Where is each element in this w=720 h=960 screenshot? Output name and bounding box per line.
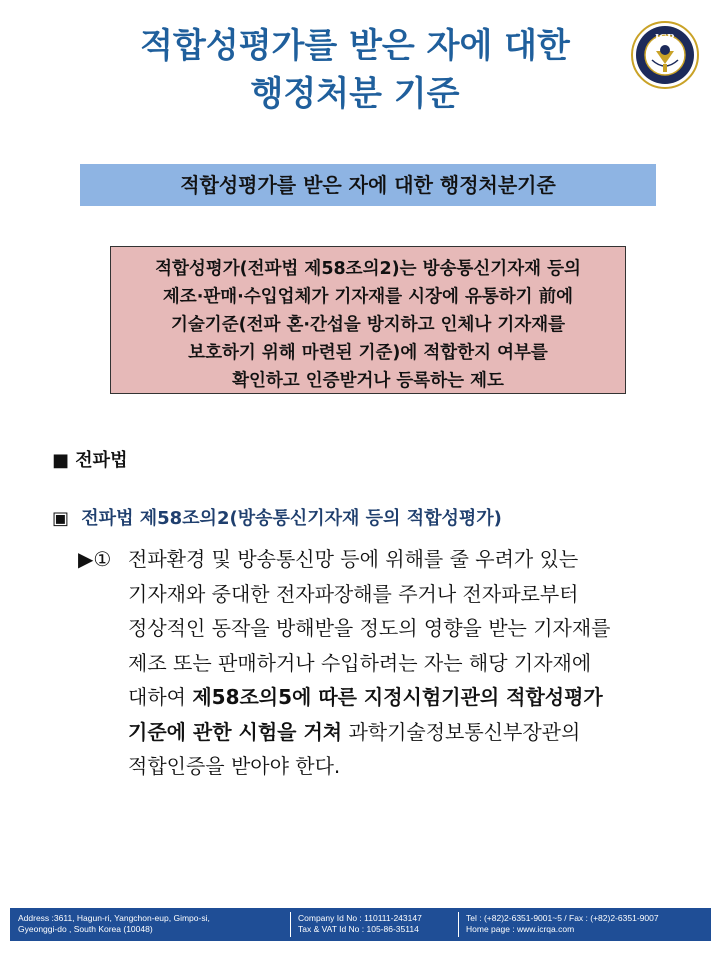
definition-line: 확인하고 인증받거나 등록하는 제도 [232, 371, 504, 391]
logo-text: ICR [654, 32, 676, 44]
footer-tel-fax: Tel : (+82)2-6351-9001~5 / Fax : (+82)2-6351-9007 [466, 913, 659, 923]
definition-line: 보호하기 위해 마련된 기준)에 적합한지 여부를 [188, 343, 548, 363]
article-title [52, 506, 502, 532]
icr-logo [630, 20, 700, 90]
law-heading [52, 448, 127, 474]
footer-company-ids [298, 913, 422, 935]
footer [10, 908, 711, 941]
page-title-line2: 행정처분 기준 [250, 74, 460, 114]
boxed-square-bullet-icon: ▣ [52, 508, 70, 529]
clause-marker: ▶① [78, 547, 112, 571]
footer-tax-id: Tax & VAT Id No : 105-86-35114 [298, 924, 419, 934]
clause-line: 제조 또는 판매하거나 수입하려는 자는 해당 기자재에 [128, 650, 592, 675]
clause-line: 적합인증을 받아야 한다. [128, 754, 341, 778]
footer-contact [466, 913, 659, 935]
footer-address-line1: Address :3611, Hagun-ri, Yangchon-eup, Gimpo-si, [18, 913, 210, 923]
footer-divider [458, 912, 459, 937]
section-banner: 적합성평가를 받은 자에 대한 행정처분기준 [80, 164, 656, 206]
clause-body [128, 542, 688, 784]
clause-line: 정상적인 동작을 방해받을 정도의 영향을 받는 기자재를 [128, 616, 611, 640]
definition-line: 제조·판매·수입업체가 기자재를 시장에 유통하기 前에 [162, 287, 574, 307]
clause-emphasis: 제58조의5에 따른 지정시험기관의 적합성평가 [192, 685, 603, 709]
page-title-line1: 적합성평가를 받은 자에 대한 [140, 26, 570, 66]
footer-divider [290, 912, 291, 937]
clause-text: 대하여 [128, 685, 193, 709]
law-heading-text: 전파법 [75, 450, 128, 471]
clause-emphasis: 기준에 관한 시험을 거쳐 [128, 719, 343, 744]
clause-line [128, 715, 688, 750]
article-title-text: 전파법 제58조의2(방송통신기자재 등의 적합성평가) [81, 508, 502, 529]
square-bullet-icon: ■ [52, 450, 70, 471]
footer-address-line2: Gyeonggi-do , South Korea (10048) [18, 924, 153, 934]
clause-line: 기자재와 중대한 전자파장해를 주거나 전자파로부터 [128, 581, 579, 606]
footer-company-id: Company Id No : 110111-243147 [298, 913, 422, 923]
clause-text: 과학기술정보통신부장관의 [342, 719, 581, 744]
clause-line [128, 680, 688, 715]
footer-homepage: Home page : www.icrqa.com [466, 924, 575, 934]
definition-line: 기술기준(전파 혼·간섭을 방지하고 인체나 기자재를 [170, 315, 566, 335]
footer-address [18, 913, 210, 935]
definition-box [110, 246, 626, 394]
page-title [60, 22, 650, 118]
clause-line: 전파환경 및 방송통신망 등에 위해를 줄 우려가 있는 [128, 547, 579, 571]
definition-line: 적합성평가(전파법 제58조의2)는 방송통신기자재 등의 [155, 259, 581, 279]
